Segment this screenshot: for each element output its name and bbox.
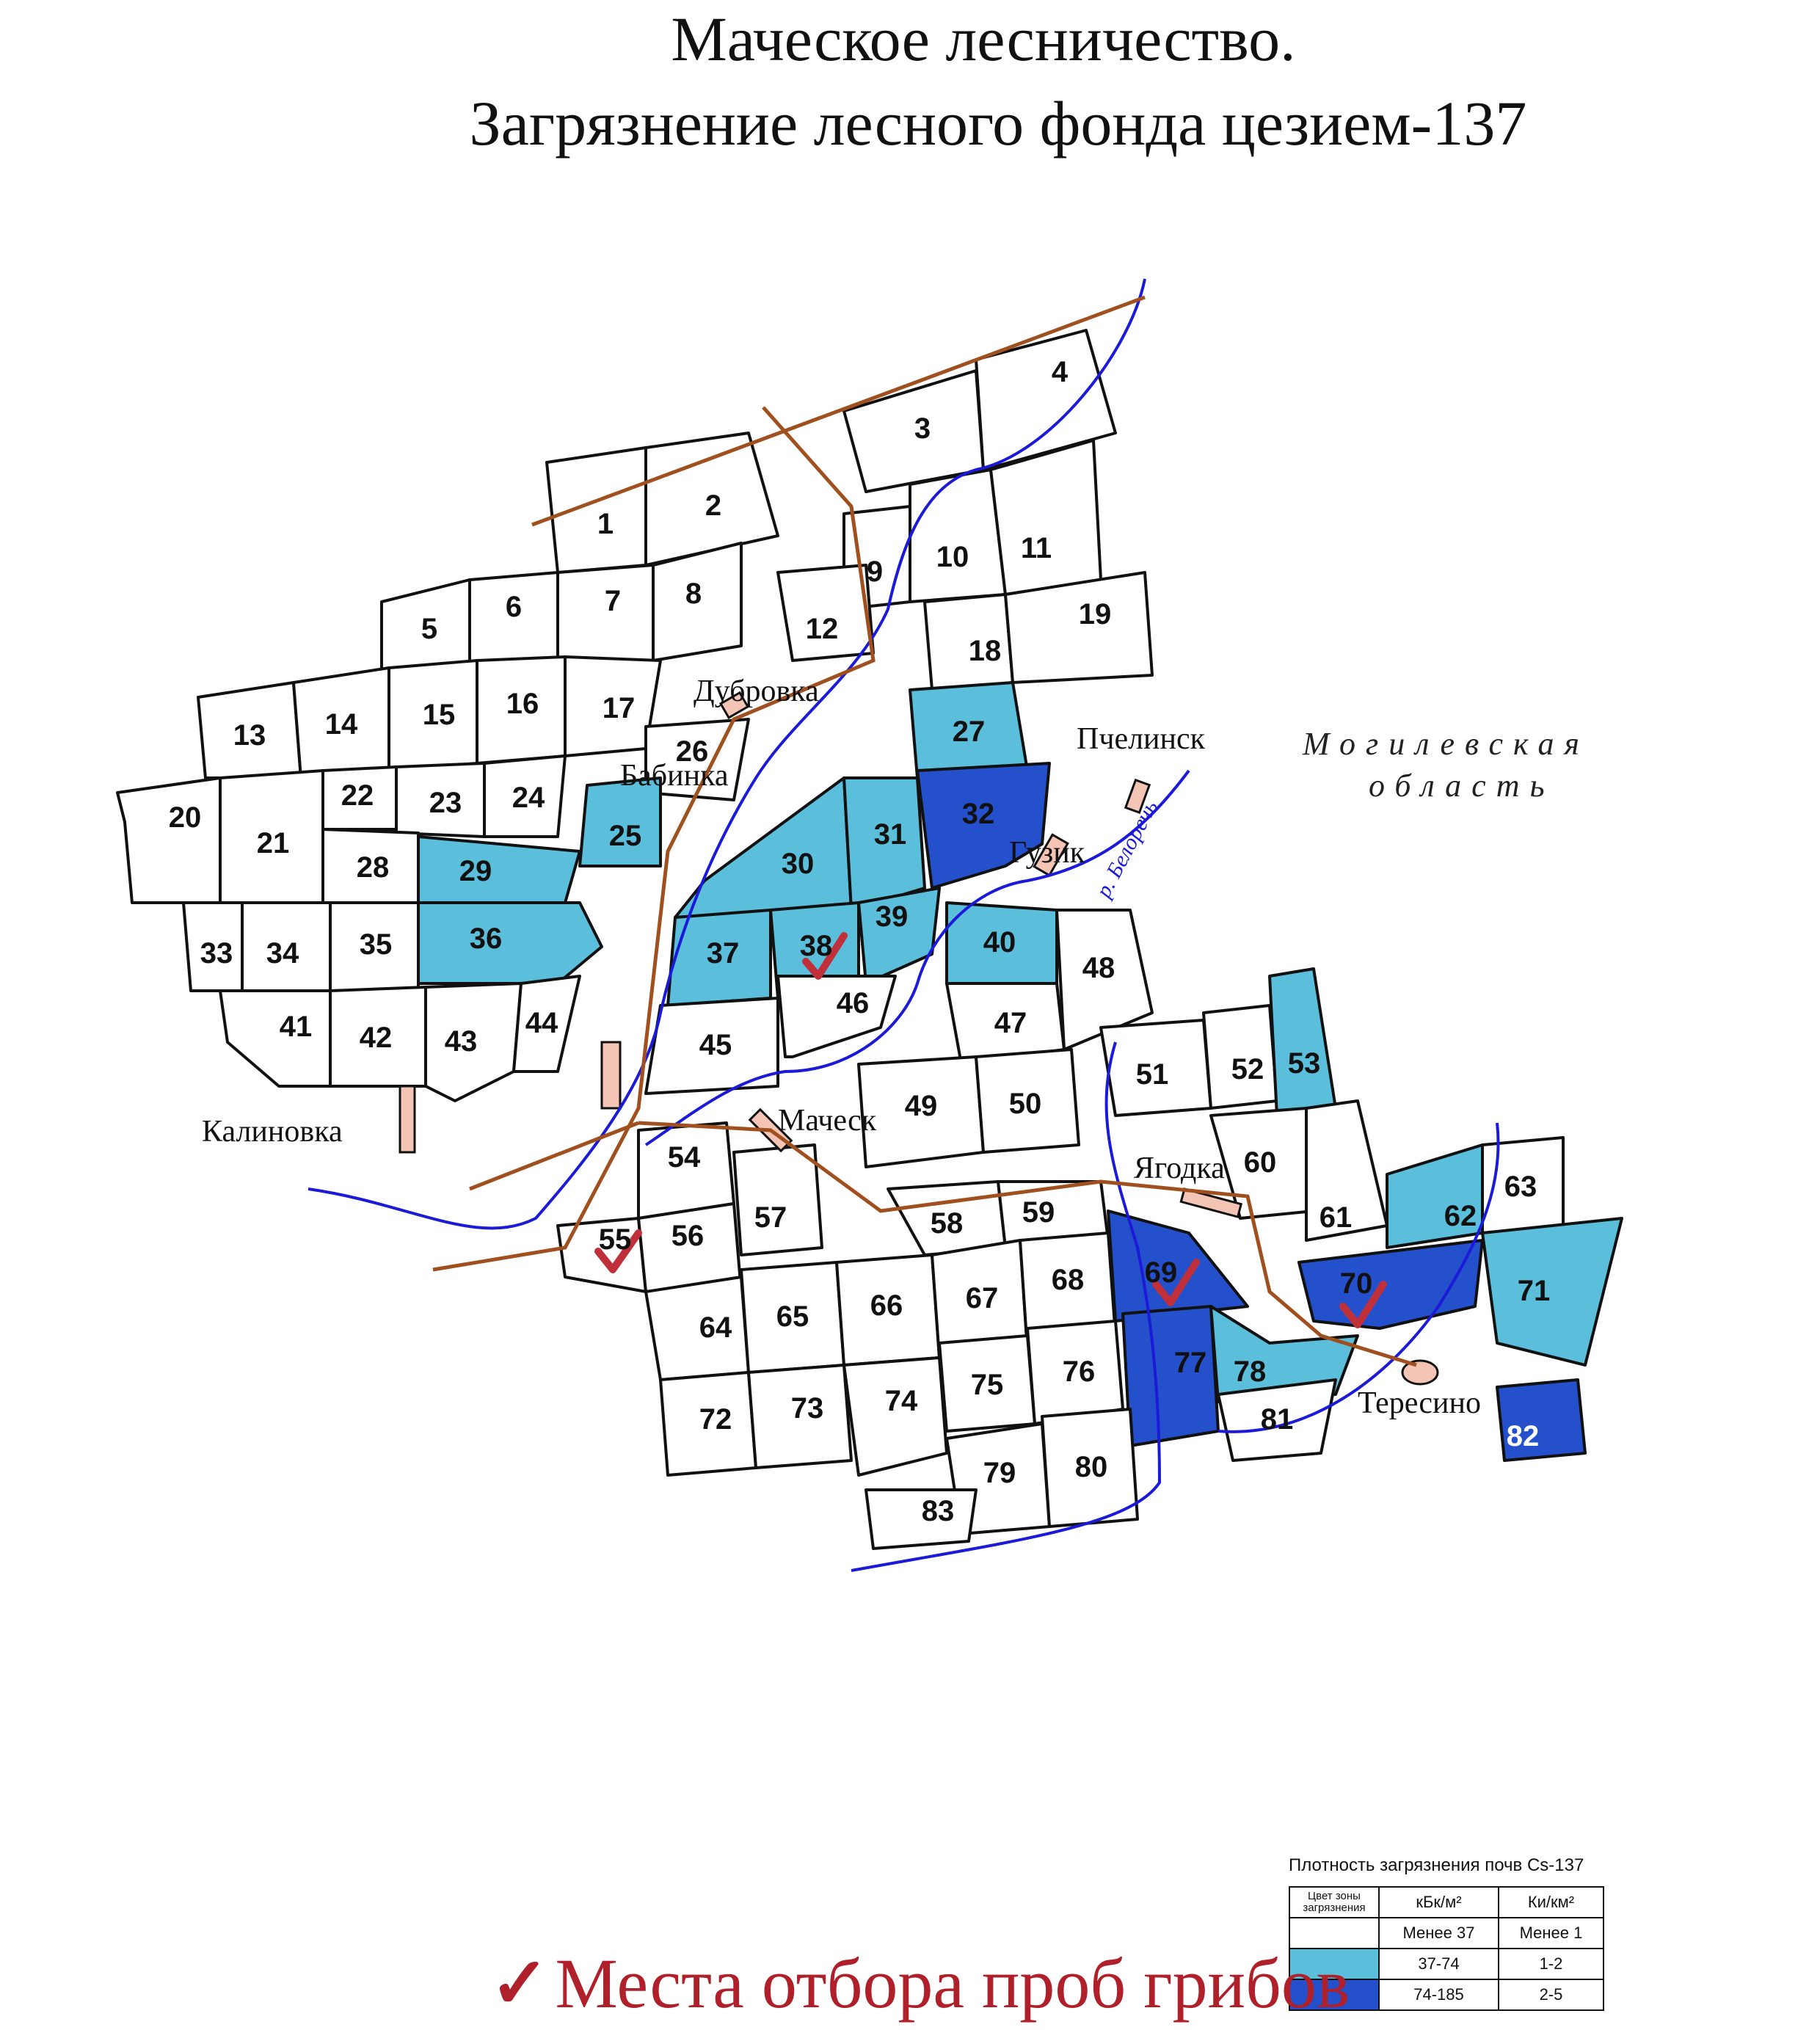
quarter-label-6: 6 [505,591,523,623]
quarter-label-18: 18 [968,635,1002,667]
quarter-label-8: 8 [685,578,702,610]
quarter-label-74: 74 [884,1385,918,1417]
quarter-label-1: 1 [597,508,614,540]
quarter-label-76: 76 [1062,1356,1096,1388]
quarter-30-area [675,778,851,917]
quarter-label-34: 34 [266,937,299,969]
region-label-line-2: область [1369,768,1555,804]
quarter-label-47: 47 [994,1007,1027,1039]
quarter-label-52: 52 [1231,1053,1264,1085]
quarter-label-75: 75 [970,1369,1004,1401]
quarter-label-66: 66 [870,1289,903,1322]
quarter-label-37: 37 [706,937,740,969]
quarter-label-54: 54 [667,1141,701,1174]
quarter-label-80: 80 [1074,1451,1108,1483]
quarter-label-43: 43 [444,1025,478,1058]
quarter-71-area [1482,1218,1622,1365]
quarter-label-20: 20 [168,801,202,834]
place-pchelinsk: Пчелинск [1077,722,1206,756]
quarter-label-26: 26 [675,735,709,768]
quarter-36-area [418,903,602,983]
sampling-caption [490,1942,1350,2024]
quarter-11-area [991,440,1101,594]
legend-col-kbq: кБк/м² [1379,1887,1499,1918]
legend-header-row [1289,1887,1604,1918]
legend-col-ci: Ки/км² [1499,1887,1604,1918]
quarter-label-63: 63 [1504,1171,1537,1203]
quarter-label-50: 50 [1008,1088,1042,1120]
quarter-label-23: 23 [429,787,462,819]
quarter-label-60: 60 [1243,1146,1277,1179]
sampling-caption-text: Места отбора проб грибов [555,1944,1350,2023]
quarter-label-7: 7 [604,585,622,617]
quarter-64-area [646,1277,749,1380]
quarter-label-28: 28 [356,851,390,884]
quarter-label-65: 65 [776,1300,809,1333]
quarter-label-5: 5 [421,613,438,645]
quarter-label-14: 14 [324,708,358,741]
quarter-53-area [1270,969,1336,1116]
place-guzik: Гузик [1009,836,1085,870]
quarter-label-51: 51 [1135,1058,1169,1091]
quarter-label-9: 9 [866,556,884,588]
quarter-label-70: 70 [1339,1267,1373,1300]
quarter-label-13: 13 [233,719,266,752]
quarter-1-area [547,448,646,572]
quarter-label-44: 44 [525,1007,558,1039]
legend-kbq-low: Менее 37 [1379,1918,1499,1949]
quarter-label-35: 35 [359,928,393,961]
quarter-label-21: 21 [256,827,290,859]
quarter-label-79: 79 [983,1457,1016,1489]
quarter-label-4: 4 [1051,356,1069,388]
quarter-label-19: 19 [1078,598,1112,630]
quarter-20-area [117,778,220,903]
quarter-label-57: 57 [754,1201,787,1234]
quarter-label-16: 16 [506,688,539,720]
quarter-label-24: 24 [512,782,545,814]
quarter-label-55: 55 [598,1223,632,1256]
quarter-label-12: 12 [805,613,839,645]
quarter-label-49: 49 [904,1090,938,1122]
quarter-label-32: 32 [961,798,995,830]
quarter-label-29: 29 [459,855,492,887]
quarter-10-area [910,470,1005,602]
legend-col-zone: Цвет зоны загрязнения [1289,1887,1379,1918]
quarter-label-11: 11 [1020,532,1052,564]
quarter-label-64: 64 [699,1312,732,1344]
quarter-label-59: 59 [1022,1196,1055,1229]
legend-kbq-mid: 37-74 [1379,1949,1499,1979]
quarter-label-71: 71 [1517,1275,1551,1307]
quarter-label-69: 69 [1144,1256,1178,1289]
quarter-label-62: 62 [1444,1200,1477,1232]
quarter-label-17: 17 [602,692,636,724]
quarter-57-area [734,1145,822,1255]
river-label: р. Белоречь [1091,796,1163,902]
map-title-line-1: Маческое лесничество. [671,4,1296,74]
quarter-label-61: 61 [1319,1201,1353,1234]
quarter-label-36: 36 [469,923,503,955]
quarter-label-68: 68 [1051,1264,1085,1296]
place-teresino: Тересино [1358,1386,1481,1420]
quarter-label-48: 48 [1082,952,1115,984]
place-yagodka: Ягодка [1134,1152,1225,1185]
checkmark-icon: ✓ [490,1944,550,2023]
quarter-label-58: 58 [930,1207,964,1240]
place-machesk: Маческ [778,1104,877,1138]
quarter-label-22: 22 [341,779,374,812]
quarter-label-42: 42 [359,1022,393,1054]
quarter-label-67: 67 [965,1282,999,1314]
quarter-grid [117,330,1622,1549]
place-kalinovka: Калиновка [202,1115,343,1149]
place-dubrovka: Дубровка [694,674,819,708]
quarter-label-15: 15 [422,699,456,731]
region-label [1302,726,1590,804]
quarter-label-45: 45 [699,1029,732,1061]
quarter-69-area [1108,1211,1248,1321]
quarter-label-30: 30 [781,848,815,880]
quarter-label-72: 72 [699,1403,732,1436]
quarter-label-41: 41 [279,1011,313,1043]
quarter-label-31: 31 [873,818,907,851]
settlement-babinka-shape [602,1042,620,1108]
map-title-line-2: Загрязнение лесного фонда цезием-137 [469,88,1527,159]
quarter-70-area [1299,1240,1482,1328]
quarter-label-78: 78 [1233,1356,1267,1388]
quarter-label-77: 77 [1173,1347,1207,1379]
quarter-label-46: 46 [836,987,870,1019]
quarter-label-81: 81 [1260,1403,1294,1436]
legend-ci-mid: 1-2 [1499,1949,1604,1979]
quarter-label-73: 73 [790,1392,824,1425]
quarter-29-area [418,837,580,903]
quarter-label-56: 56 [671,1220,705,1252]
region-label-line-1: Могилевская [1303,726,1590,762]
legend-ci-high: 2-5 [1499,1979,1604,2010]
quarter-label-40: 40 [983,926,1016,958]
quarter-label-10: 10 [936,541,969,573]
quarter-41-area [220,991,330,1086]
quarter-label-53: 53 [1287,1047,1321,1080]
legend-ci-low: Менее 1 [1499,1918,1604,1949]
quarter-label-83: 83 [921,1495,955,1527]
quarter-label-2: 2 [705,490,722,522]
legend-title: Плотность загрязнения почв Cs-137 [1289,1855,1584,1875]
quarter-62-area [1387,1145,1482,1248]
quarter-label-33: 33 [200,937,233,969]
quarter-label-82: 82 [1506,1420,1540,1452]
legend-kbq-high: 74-185 [1379,1979,1499,2010]
settlement-kalinovka-shape [400,1086,415,1152]
quarter-label-38: 38 [799,930,833,962]
quarter-label-39: 39 [875,901,909,933]
quarter-label-27: 27 [952,716,986,748]
quarter-label-25: 25 [608,820,642,852]
place-babinka: Бабинка [620,759,729,793]
quarter-label-3: 3 [914,412,931,445]
